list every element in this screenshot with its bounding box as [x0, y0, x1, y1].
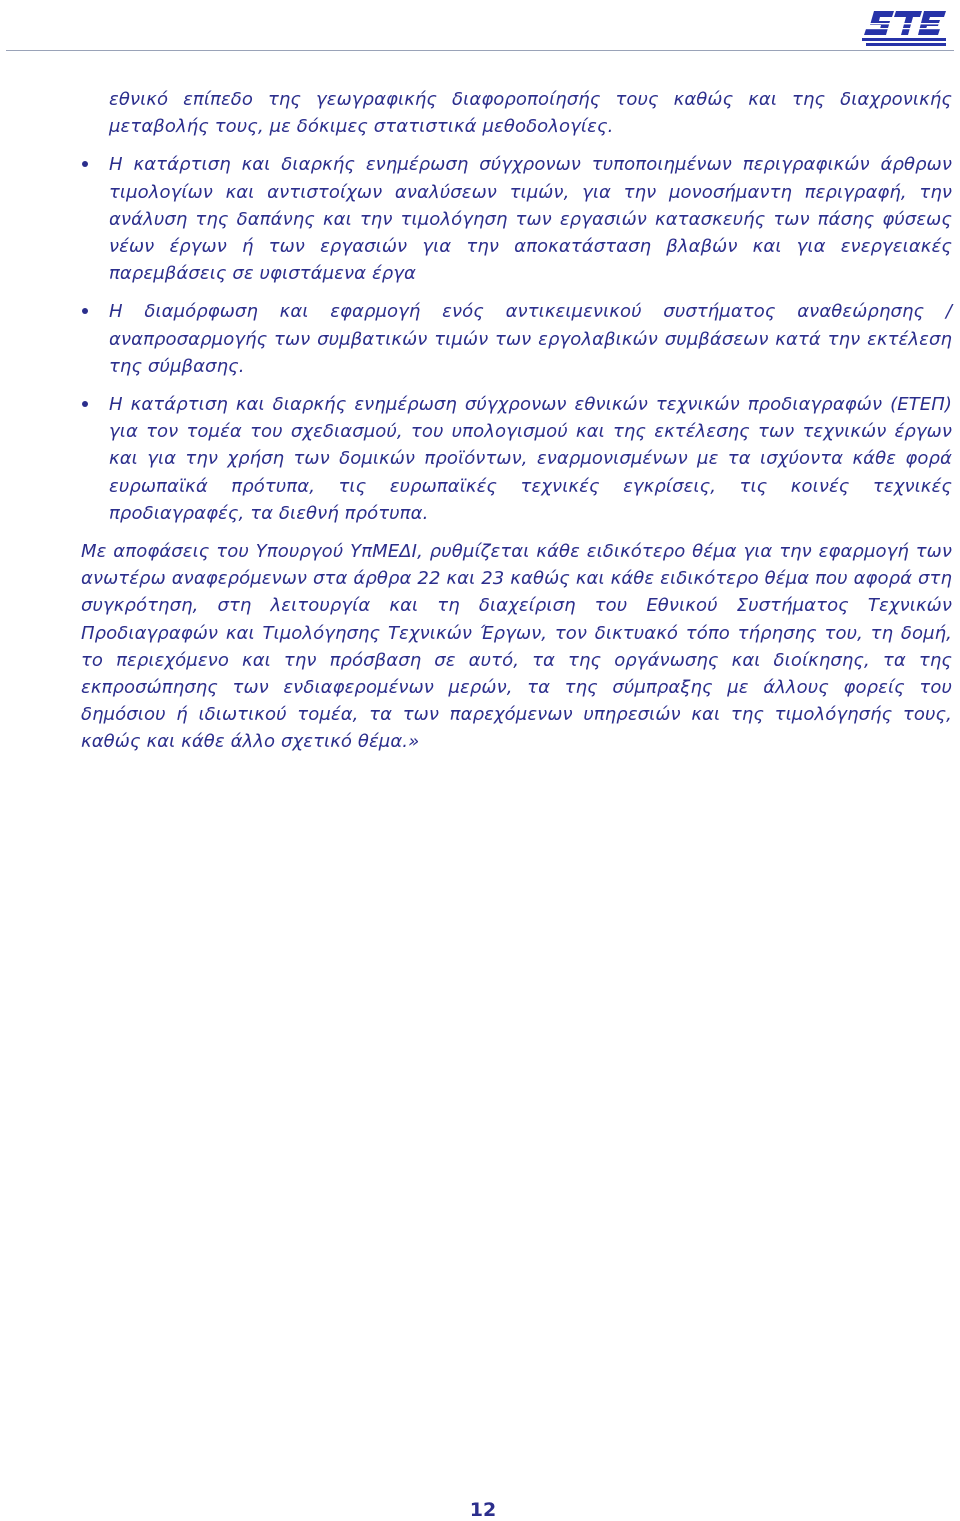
header-divider	[6, 50, 954, 51]
bullet-icon	[82, 308, 88, 314]
list-item	[81, 151, 952, 287]
page-header	[0, 0, 960, 60]
bullet-list	[81, 151, 952, 527]
list-item-text: Η διαμόρφωση και εφαρμογή ενός αντικειμενικού συστήματος αναθεώρησης / αναπροσαρμογής των συμβατικών τιμών των εργολαβικών συμβάσεων κατά την εκτέλεση της σύμβασης.	[109, 301, 952, 377]
list-item	[81, 298, 952, 380]
organization-logo-icon	[860, 8, 948, 48]
list-item-text: Η κατάρτιση και διαρκής ενημέρωση σύγχρονων εθνικών τεχνικών προδιαγραφών (ΕΤΕΠ) για τον τομέα του σχεδιασμού, του υπολογισμού και της εκτέλεσης των τεχνικών έργων και για την χρήση των δομικών προϊόντων, εναρμονισμένων με τα ισχύοντα κάθε φορά ευρωπαϊκά πρότυπα, τις ευρωπαϊκές τεχνικές εγκρίσεις, τις κοινές τεχνικές προδιαγραφές, τα διεθνή πρότυπα.	[109, 394, 952, 524]
bullet-icon	[82, 401, 88, 407]
closing-paragraph: Με αποφάσεις του Υπουργού ΥπΜΕΔΙ, ρυθμίζεται κάθε ειδικότερο θέμα για την εφαρμογή των ανωτέρω αναφερόμενων στα άρθρα 22 και 23 καθώς και κάθε ειδικότερο θέμα που αφορά στη συγκρότηση, στη λειτουργία και τη διαχείριση του Εθνικού Συστήματος Τεχνικών Προδιαγραφών και Τιμολόγησης Τεχνικών Έργων, τον δικτυακό τόπο τήρησης του, τη δομή, το περιεχόμενο και την πρόσβαση σε αυτό, τα της οργάνωσης και διοίκησης, τα της εκπροσώπησης των ενδιαφερομένων μερών, τα της σύμπραξης με άλλους φορείς του δημόσιου ή ιδιωτικού τομέα, τα των παρεχόμενων υπηρεσιών και της τιμολόγησής τους, καθώς και κάθε άλλο σχετικό θέμα.»	[81, 541, 952, 753]
document-body	[81, 86, 952, 756]
intro-continuation-paragraph: εθνικό επίπεδο της γεωγραφικής διαφοροποίησής τους καθώς και της διαχρονικής μεταβολής τους, με δόκιμες στατιστικά μεθοδολογίες.	[109, 89, 952, 138]
list-item	[81, 391, 952, 527]
list-item-text: Η κατάρτιση και διαρκής ενημέρωση σύγχρονων τυποποιημένων περιγραφικών άρθρων τιμολογίων και αντιστοίχων αναλύσεων τιμών, για την μονοσήμαντη περιγραφή, την ανάλυση της δαπάνης και την τιμολόγηση των εργασιών κατασκευής των πάσης φύσεως νέων έργων ή των εργασιών για την αποκατάσταση βλαβών και για ενεργειακές παρεμβάσεις σε υφιστάμενα έργα	[109, 154, 952, 285]
page-number: 12	[469, 1499, 497, 1521]
bullet-icon	[82, 161, 88, 167]
